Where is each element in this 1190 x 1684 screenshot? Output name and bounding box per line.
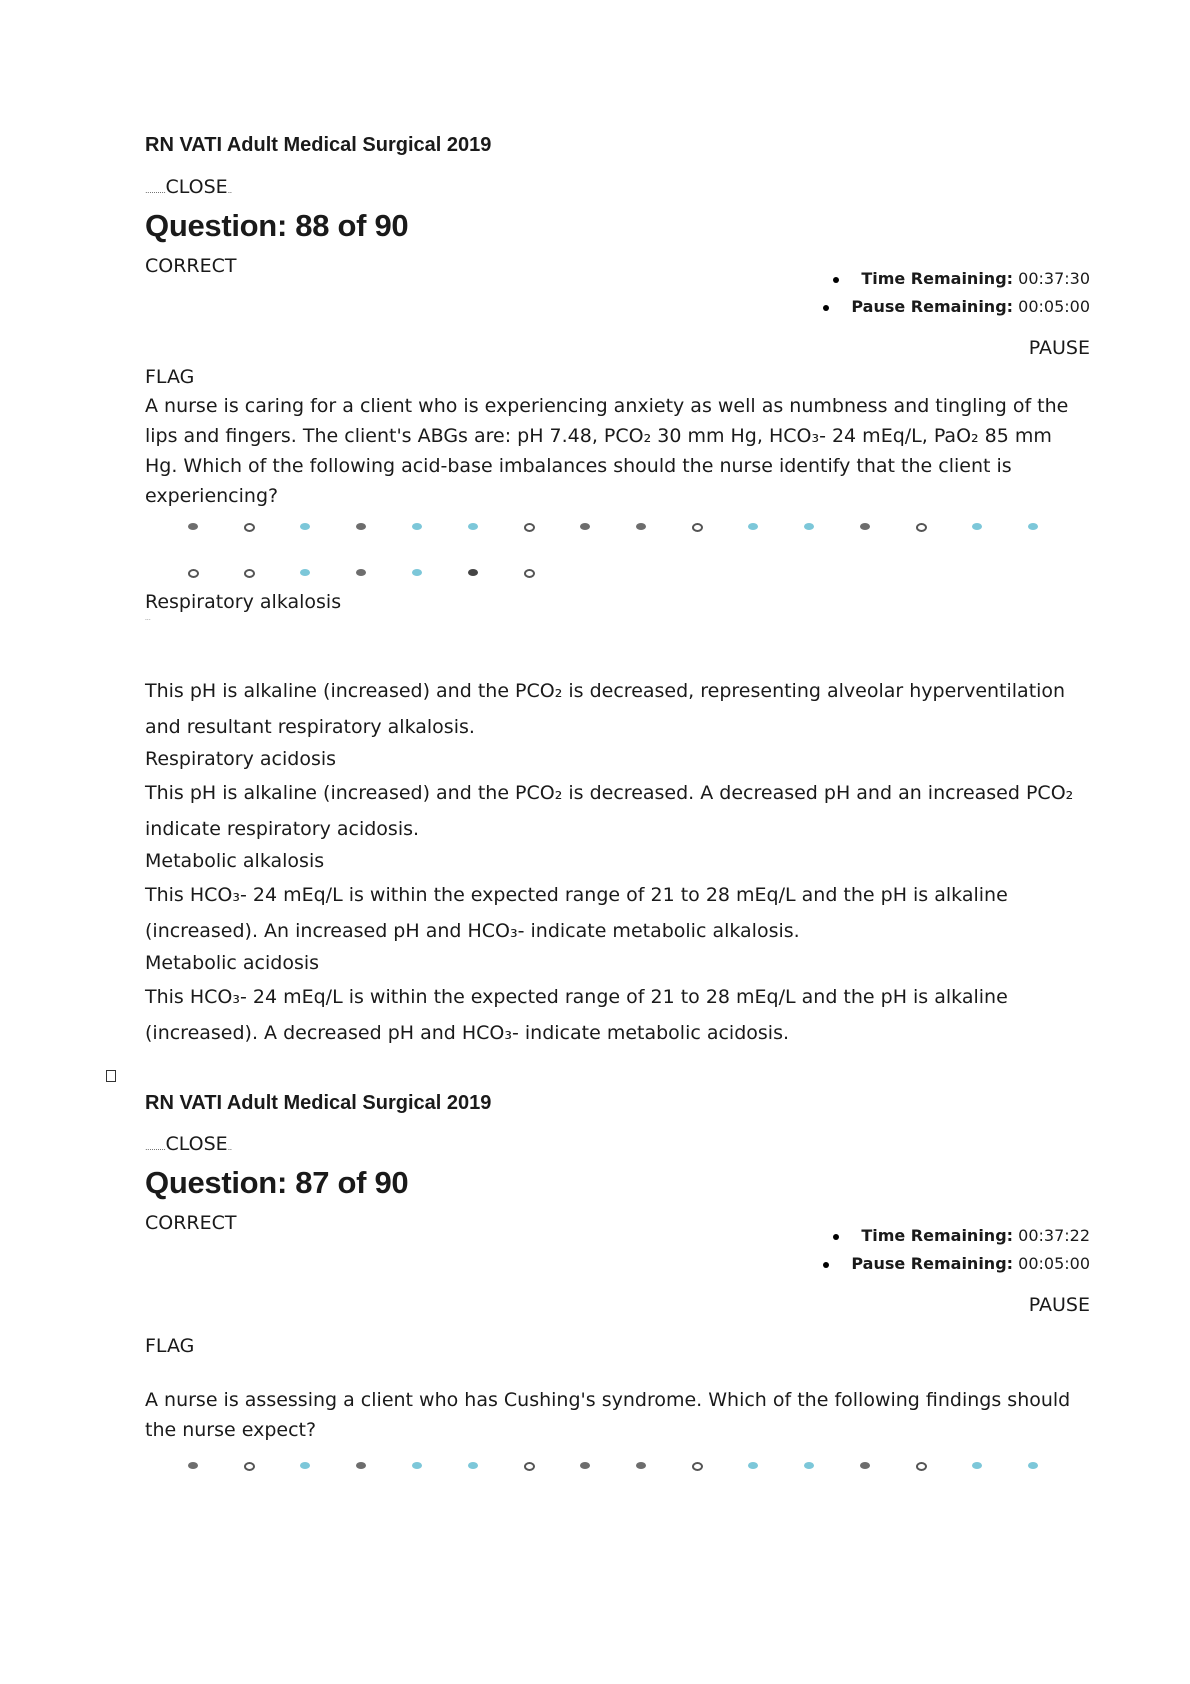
progress-dot[interactable] xyxy=(389,523,445,532)
course-title: RN VATI Adult Medical Surgical 2019 xyxy=(145,134,492,156)
progress-dot[interactable] xyxy=(277,1462,333,1471)
progress-dot[interactable] xyxy=(165,1462,221,1471)
progress-dot[interactable] xyxy=(333,569,389,578)
flag-button[interactable]: FLAG xyxy=(145,366,195,388)
explanation-metabolic-alkalosis: This HCO₃- 24 mEq/L is within the expected range of 21 to 28 mEq/L and the pH is alkaline (increased). An increased pH and HCO₃- indicate metabolic alkalosis. xyxy=(145,884,1008,942)
progress-dot[interactable] xyxy=(221,523,277,532)
progress-dot[interactable] xyxy=(669,1462,725,1471)
time-remaining: Time Remaining: 00:37:22 xyxy=(823,1222,1090,1250)
progress-dots-row-1 xyxy=(165,523,1061,532)
progress-dot[interactable] xyxy=(277,569,333,578)
progress-dot[interactable] xyxy=(725,523,781,532)
progress-dot[interactable] xyxy=(501,523,557,532)
result-status: CORRECT xyxy=(145,255,237,277)
progress-dot[interactable] xyxy=(221,1462,277,1471)
progress-dot[interactable] xyxy=(613,523,669,532)
progress-dot[interactable] xyxy=(1005,523,1061,532)
pause-button[interactable]: PAUSE xyxy=(1028,337,1090,359)
pause-remaining: Pause Remaining: 00:05:00 xyxy=(823,1250,1090,1278)
progress-dot[interactable] xyxy=(221,569,277,578)
course-title: RN VATI Adult Medical Surgical 2019 xyxy=(145,1092,492,1114)
question-title: Question: 87 of 90 xyxy=(145,1165,409,1200)
close-button[interactable]: .......... CLOSE .. xyxy=(145,176,232,198)
progress-dot[interactable] xyxy=(445,569,501,578)
progress-dot[interactable] xyxy=(389,1462,445,1471)
progress-dot[interactable] xyxy=(613,1462,669,1471)
progress-dots-row-1 xyxy=(165,1462,1061,1471)
result-status: CORRECT xyxy=(145,1212,237,1234)
progress-dots-row-2 xyxy=(165,569,557,578)
time-remaining: Time Remaining: 00:37:30 xyxy=(823,265,1090,293)
question-stem: A nurse is caring for a client who is experiencing anxiety as well as numbness and tingling of the lips and fingers. The client's ABGs are: pH 7.48, PCO₂ 30 mm Hg, HCO₃- 24 mEq/L, PaO₂ 85 mm Hg. Which of the following acid-base imbalances should the nurse identify that the client is experiencing? xyxy=(145,395,1069,507)
progress-dot[interactable] xyxy=(781,523,837,532)
progress-dot[interactable] xyxy=(501,1462,557,1471)
question-title: Question: 88 of 90 xyxy=(145,208,409,243)
progress-dot[interactable] xyxy=(557,1462,613,1471)
progress-dot[interactable] xyxy=(725,1462,781,1471)
explanation-metabolic-acidosis: This HCO₃- 24 mEq/L is within the expected range of 21 to 28 mEq/L and the pH is alkaline (increased). A decreased pH and HCO₃- indicate metabolic acidosis. xyxy=(145,986,1008,1044)
pause-remaining: Pause Remaining: 00:05:00 xyxy=(823,293,1090,321)
question-stem: A nurse is assessing a client who has Cushing's syndrome. Which of the following findings should the nurse expect? xyxy=(145,1389,1071,1441)
option-metabolic-alkalosis[interactable]: Metabolic alkalosis xyxy=(145,850,325,872)
placeholder-glyph-icon xyxy=(106,1070,116,1082)
progress-dot[interactable] xyxy=(837,523,893,532)
progress-dot[interactable] xyxy=(445,1462,501,1471)
progress-dot[interactable] xyxy=(949,523,1005,532)
progress-dot[interactable] xyxy=(445,523,501,532)
progress-dot[interactable] xyxy=(333,523,389,532)
progress-dot[interactable] xyxy=(781,1462,837,1471)
progress-dot[interactable] xyxy=(557,523,613,532)
explanation-respiratory-acidosis: This pH is alkaline (increased) and the PCO₂ is decreased. A decreased pH and an increased PCO₂ indicate respiratory acidosis. xyxy=(145,782,1074,840)
timers xyxy=(823,265,1090,321)
progress-dot[interactable] xyxy=(389,569,445,578)
progress-dot[interactable] xyxy=(837,1462,893,1471)
progress-dot[interactable] xyxy=(893,1462,949,1471)
progress-dot[interactable] xyxy=(669,523,725,532)
option-metabolic-acidosis[interactable]: Metabolic acidosis xyxy=(145,952,320,974)
timers xyxy=(823,1222,1090,1278)
selected-answer[interactable]: Respiratory alkalosis xyxy=(145,591,342,613)
progress-dot[interactable] xyxy=(1005,1462,1061,1471)
flag-button[interactable]: FLAG xyxy=(145,1335,195,1357)
explanation-correct: This pH is alkaline (increased) and the PCO₂ is decreased, representing alveolar hyperventilation and resultant respiratory alkalosis. xyxy=(145,680,1066,738)
progress-dot[interactable] xyxy=(333,1462,389,1471)
option-respiratory-acidosis[interactable]: Respiratory acidosis xyxy=(145,748,337,770)
close-button[interactable]: .......... CLOSE .. xyxy=(145,1133,232,1155)
pause-button[interactable]: PAUSE xyxy=(1028,1294,1090,1316)
progress-dot[interactable] xyxy=(949,1462,1005,1471)
progress-dot[interactable] xyxy=(165,569,221,578)
progress-dot[interactable] xyxy=(501,569,557,578)
progress-dot[interactable] xyxy=(165,523,221,532)
progress-dot[interactable] xyxy=(893,523,949,532)
answer-marker: ... xyxy=(145,615,151,622)
progress-dot[interactable] xyxy=(277,523,333,532)
